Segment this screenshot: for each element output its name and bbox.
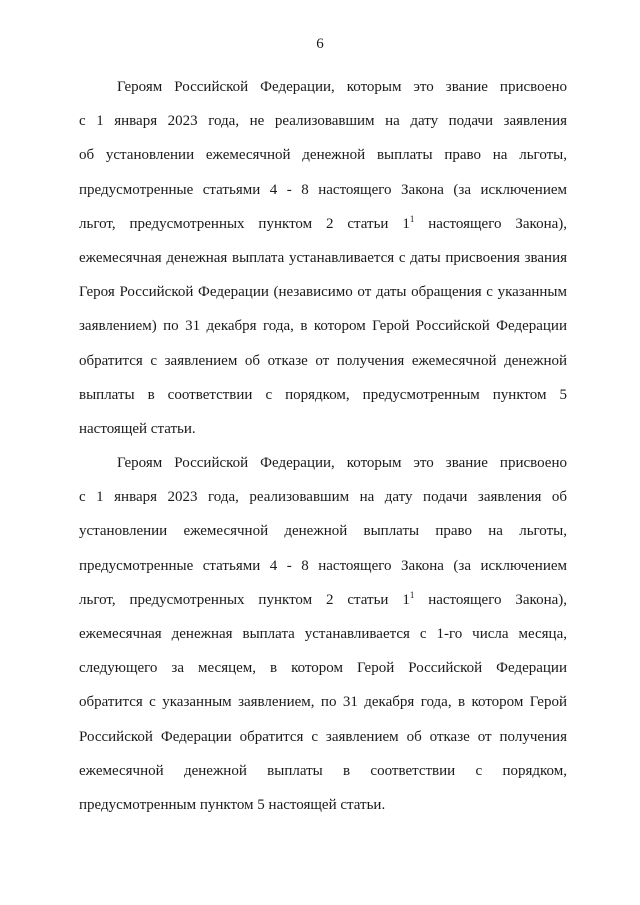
page-number: 6 [316,36,324,52]
paragraph-1-line-2: с 1 января 2023 года, не реализовавшим на дату подачи заявления [79,113,567,130]
paragraph-1-line-10: выплаты в соответствии с порядком, предусмотренным пунктом 5 [79,386,567,403]
paragraph-1-line-5-text: льгот, предусмотренных пунктом 2 статьи 1 [79,215,410,232]
paragraph-1-line-7: Героя Российской Федерации (независимо от даты обращения с указанным [79,284,567,301]
paragraph-2-line-9: Российской Федерации обратится с заявлением об отказе от получения [79,728,567,745]
paragraph-1-superscript: 1 [409,213,415,224]
document-body [79,70,567,822]
paragraph-2-line-10: ежемесячной денежной выплаты в соответствии с порядком, [79,762,567,779]
paragraph-2-superscript: 1 [409,589,415,600]
paragraph-2-line-1: Героям Российской Федерации, которым это звание присвоено [117,455,567,472]
paragraph-2-line-2: с 1 января 2023 года, реализовавшим на дату подачи заявления об [79,489,567,506]
paragraph-1-line-6: ежемесячная денежная выплата устанавливается с даты присвоения звания [79,249,567,266]
paragraph-1-line-4: предусмотренные статьями 4 - 8 настоящего Закона (за исключением [79,181,567,198]
paragraph-2-line-7: следующего за месяцем, в котором Герой Российской Федерации [79,660,567,677]
paragraph-1-line-5 [79,207,567,241]
paragraph-1-line-5-tail: настоящего Закона), [414,215,567,232]
paragraph-2-line-4: предусмотренные статьями 4 - 8 настоящего Закона (за исключением [79,557,567,574]
paragraph-1-line-9: обратится с заявлением об отказе от получения ежемесячной денежной [79,352,567,369]
paragraph-2-line-3: установлении ежемесячной денежной выплаты право на льготы, [79,523,567,540]
paragraph-1-line-11: настоящей статьи. [79,420,196,437]
paragraph-1-line-8: заявлением) по 31 декабря года, в котором Герой Российской Федерации [79,318,567,335]
paragraph-2-line-8: обратится с указанным заявлением, по 31 декабря года, в котором Герой [79,694,567,711]
paragraph-2-line-5 [79,583,567,617]
paragraph-1-line-3: об установлении ежемесячной денежной выплаты право на льготы, [79,147,567,164]
paragraph-2-line-11: предусмотренным пунктом 5 настоящей статьи. [79,796,386,813]
paragraph-1-line-1: Героям Российской Федерации, которым это звание присвоено [117,79,567,95]
paragraph-2-line-6: ежемесячная денежная выплата устанавливается с 1-го числа месяца, [79,626,567,642]
paragraph-2-line-5-tail: настоящего Закона), [414,591,567,608]
paragraph-2-line-5-text: льгот, предусмотренных пунктом 2 статьи 1 [79,591,410,608]
paragraph-1 [79,70,567,446]
paragraph-2 [79,446,567,822]
